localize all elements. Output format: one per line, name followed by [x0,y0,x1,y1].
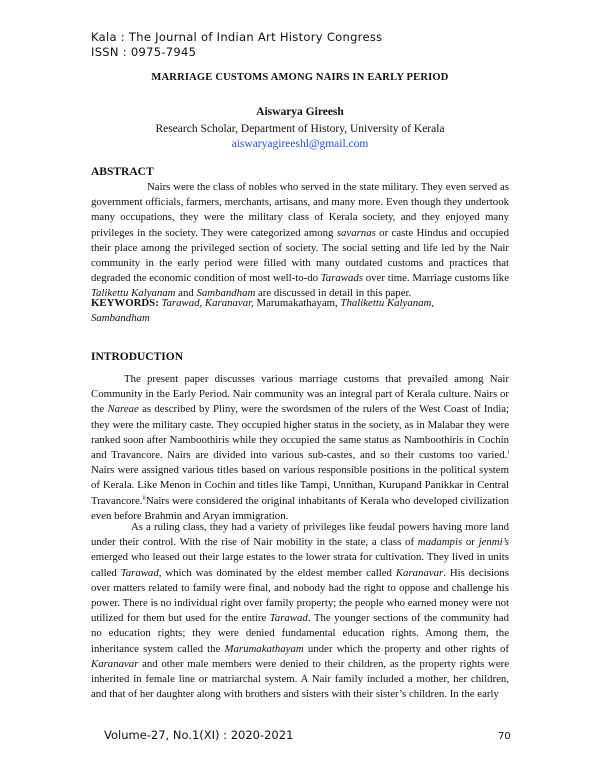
introduction-heading: INTRODUCTION [91,351,184,363]
page-number: 70 [498,731,511,742]
author-affiliation: Research Scholar, Department of History, University of Kerala [155,123,445,135]
introduction-paragraph-1: The present paper discusses various marriage customs that prevailed among Nair Community in the Early Period. Nair community was an integral part of Kerala culture. Nairs or the Nareae as described by Pliny, were the swordsmen of the rulers of the West Coast of India; they were the military caste. They occupied higher status in the society, as in Malabar they were ranked soon after Namboothiris while they occupied the same status as Namboothiris in Cochin and Travancore. Nairs are divided into various sub-castes, and so their customs too varied.$^i$ Nairs were assigned various titles based on various responsible positions in the political system of Kerala. Like Menon in Cochin and titles like Tampi, Unnithan, Kurupand Panikkar in Central Travancore.$^{ii}$Nairs were considered the original inhabitants of Kerala who developed civilization even before Brahmin and Aryan immigration. [91,373,510,522]
article-title: MARRIAGE CUSTOMS AMONG NAIRS IN EARLY PERIOD [151,72,449,83]
journal-name: Kala : The Journal of Indian Art History Congress [91,30,383,44]
journal-header [91,30,382,60]
introduction-paragraph-2: As a ruling class, they had a variety of privileges like feudal powers having more land under their control. With the rise of Nair mobility in the state, a class of madampis or jenmi’s emerged who leased out their large estates to the lower strata for cultivation. They lived in units called Tarawad, which was dominated by the eldest member called Karanavar. His decisions over matters related to family were final, and nobody had the right to oppose and challenge his power. There is no individual right over family property; the people who earned money were not utilized for them but used for the entire Tarawad. The younger sections of the community had no education rights; they were denied fundamental education rights. Among them, the inheritance system called the Marumakathayam under which the property and other rights of Karanavar and other male members were denied to their children, as the property rights were inherited in female line or matriarchal system. A Nair family included a mother, her children, and that of her daughter along with brothers and sisters with their sister’s children. In the early [91,521,509,701]
author-name: Aiswarya Gireesh [256,106,344,118]
author-email[interactable]: aiswaryagireeshl@gmail.com [231,138,369,150]
journal-issn: ISSN : 0975-7945 [91,45,197,59]
abstract-heading: ABSTRACT [91,166,154,178]
abstract-paragraph: Nairs were the class of nobles who served in the state military. They even served as government officials, farmers, merchants, artisans, and many more. Even though they undertook many occupations, they were the military class of Kerala society, and they enjoyed many privileges in the society. They were categorized among savarnas or caste Hindus and occupied their place among the privileged section of society. The social setting and life led by the Nair community in the early period were filled with many outdated customs and practices that degraded the economic condition of most well-to-do Tarawads over time. Marriage customs like Talikettu Kalyanam and Sambandham are discussed in detail in this paper. [91,181,510,300]
keywords: KEYWORDS: Tarawad, Karanavar, Marumakathayam, Thalikettu Kalyanam, Sambandham [91,297,435,325]
keywords-label: KEYWORDS: [91,297,159,309]
footer-volume: Volume-27, No.1(XI) : 2020-2021 [104,728,294,742]
